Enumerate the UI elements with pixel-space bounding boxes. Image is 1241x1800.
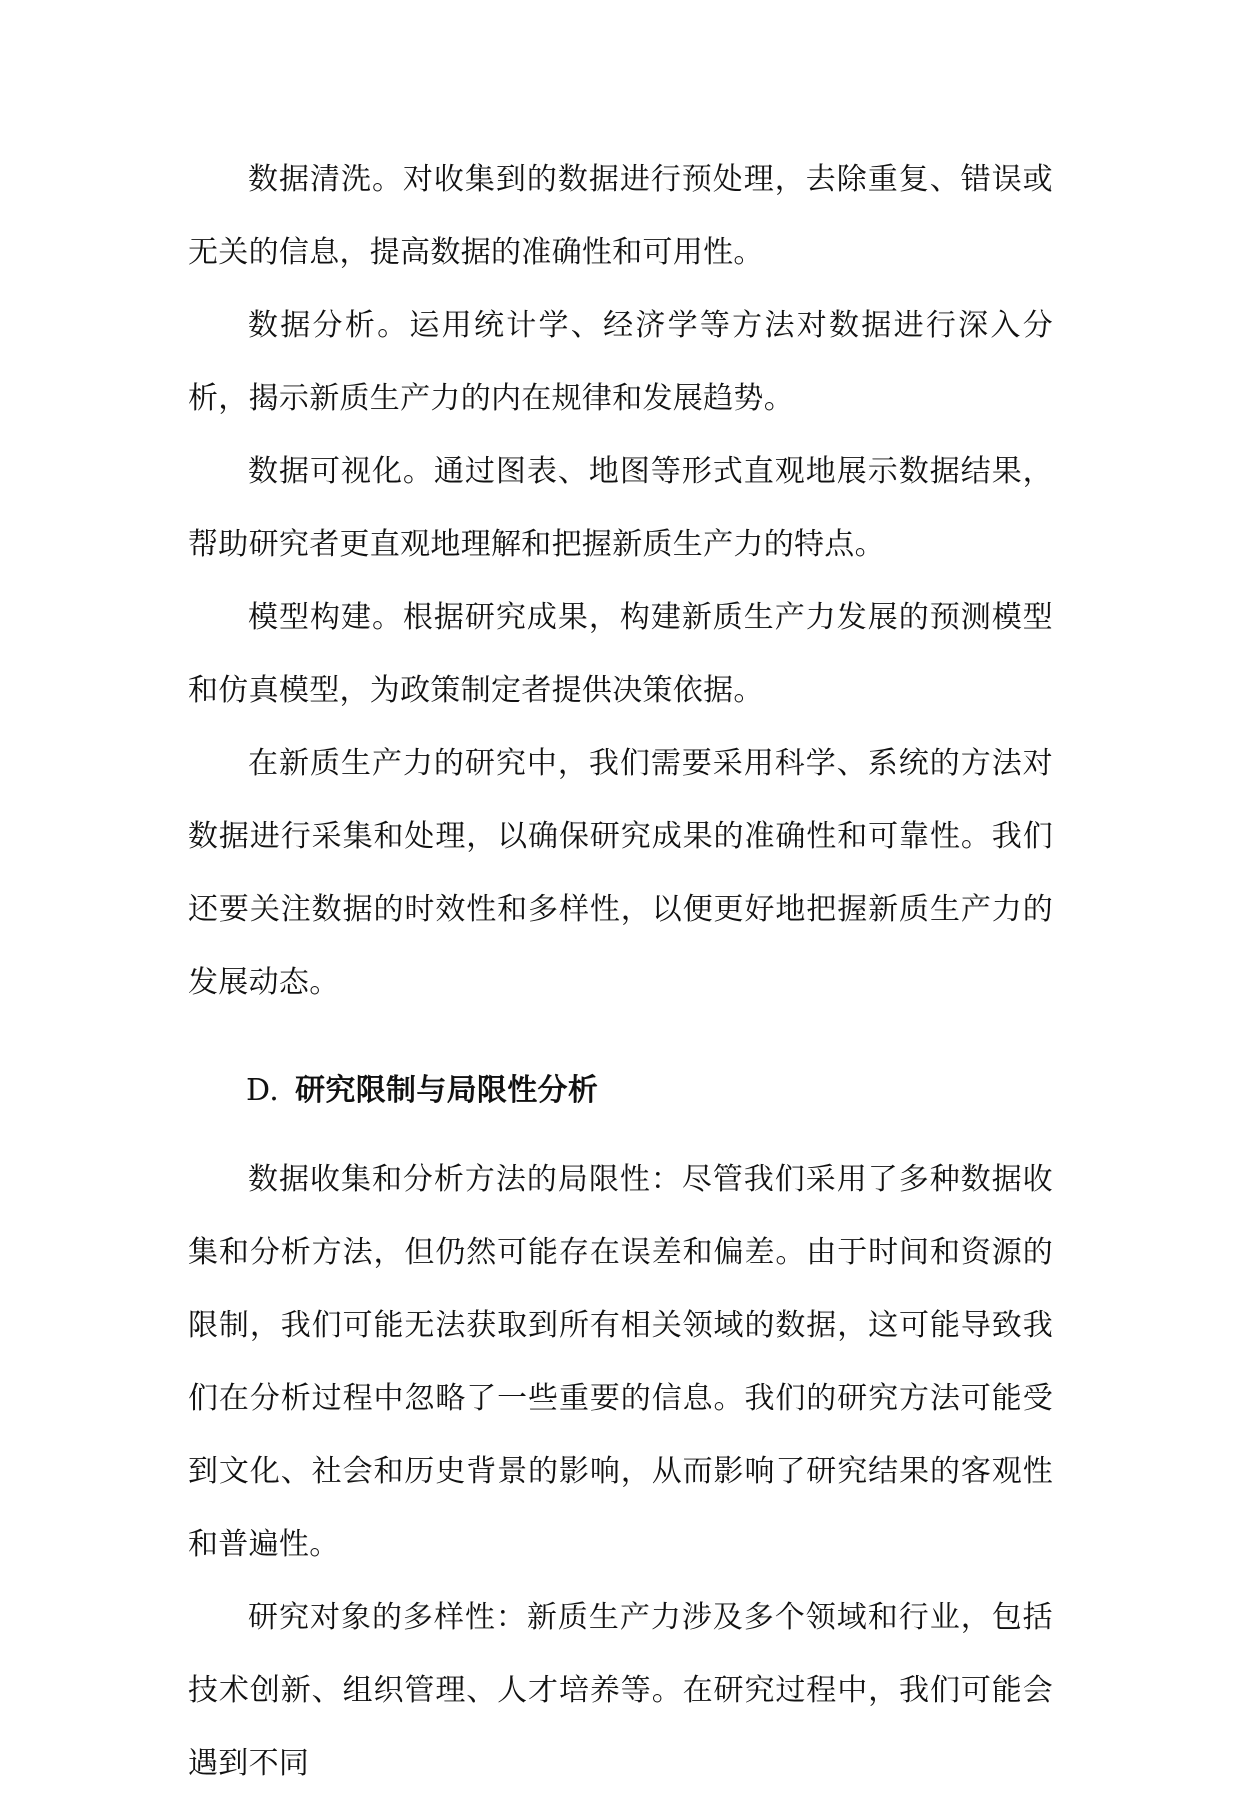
paragraph-data-cleaning: 数据清洗。对收集到的数据进行预处理，去除重复、错误或无关的信息，提高数据的准确性和可用性。 <box>188 162 1053 270</box>
document-body <box>188 143 1053 1800</box>
section-spacer <box>188 1019 1053 1033</box>
paragraph-data-analysis: 数据分析。运用统计学、经济学等方法对数据进行深入分析，揭示新质生产力的内在规律和发展趋势。 <box>188 308 1053 416</box>
section-number: D. <box>246 1073 280 1108</box>
paragraph-research-summary: 在新质生产力的研究中，我们需要采用科学、系统的方法对数据进行采集和处理，以确保研究成果的准确性和可靠性。我们还要关注数据的时效性和多样性，以便更好地把握新质生产力的发展动态。 <box>188 746 1053 1000</box>
section-title: 研究限制与局限性分析 <box>295 1073 599 1108</box>
section-heading <box>188 1054 1053 1127</box>
paragraph-subject-diversity: 研究对象的多样性：新质生产力涉及多个领域和行业，包括技术创新、组织管理、人才培养等。在研究过程中，我们可能会遇到不同 <box>188 1600 1053 1781</box>
paragraph-model-building: 模型构建。根据研究成果，构建新质生产力发展的预测模型和仿真模型，为政策制定者提供决策依据。 <box>188 600 1053 708</box>
paragraph-data-visualization: 数据可视化。通过图表、地图等形式直观地展示数据结果，帮助研究者更直观地理解和把握新质生产力的特点。 <box>188 454 1053 562</box>
paragraph-method-limitations: 数据收集和分析方法的局限性：尽管我们采用了多种数据收集和分析方法，但仍然可能存在误差和偏差。由于时间和资源的限制，我们可能无法获取到所有相关领域的数据，这可能导致我们在分析过程中忽略了一些重要的信息。我们的研究方法可能受到文化、社会和历史背景的影响，从而影响了研究结果的客观性和普遍性。 <box>188 1162 1053 1562</box>
